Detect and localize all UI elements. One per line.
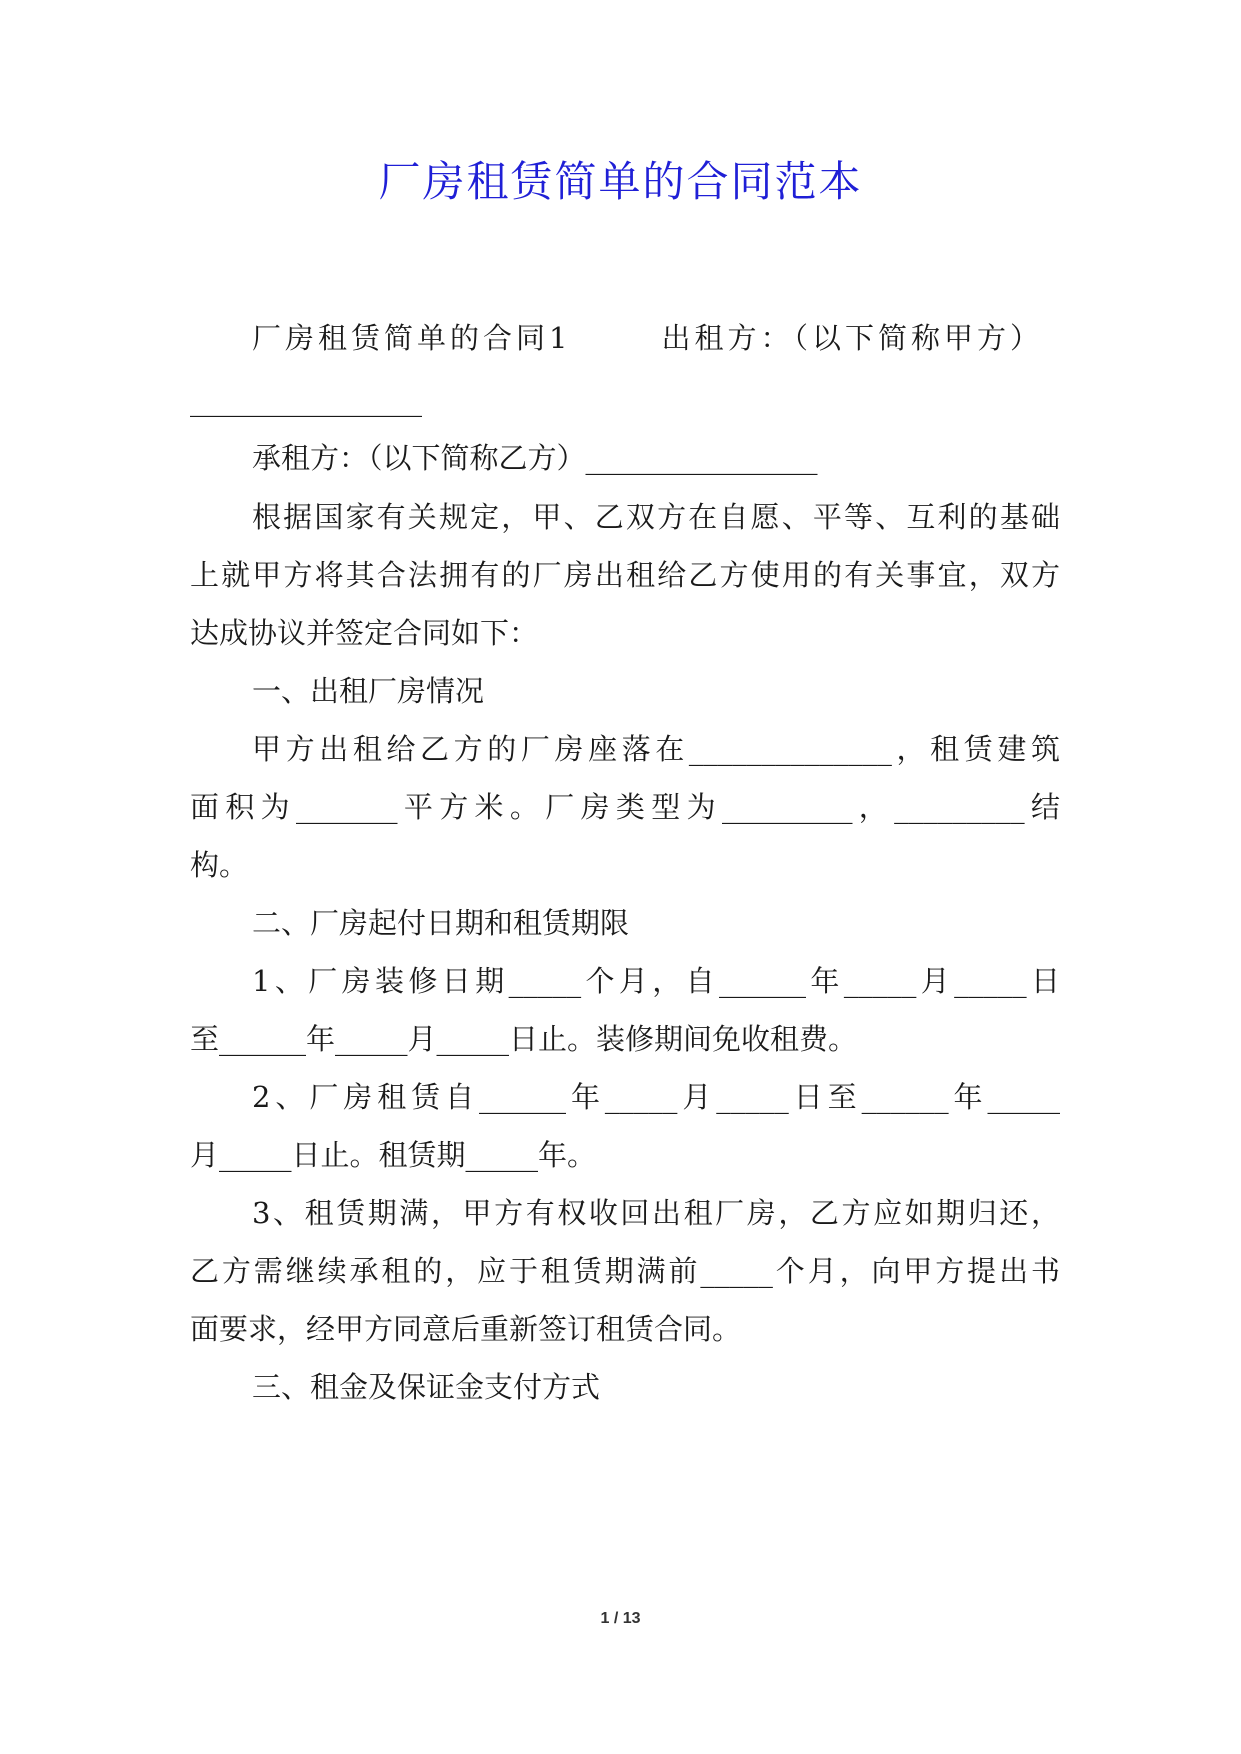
- paragraph-line: 2、厂房租赁自______年_____月_____日至______年_____: [252, 1080, 1060, 1114]
- contract-number-label: 厂房租赁简单的合同1: [252, 321, 572, 355]
- paragraph-line: 月_____日止。租赁期_____年。: [190, 1138, 597, 1172]
- section-heading: 二、厂房起付日期和租赁期限: [252, 906, 630, 940]
- contract-heading-line: [190, 318, 1060, 358]
- paragraph-line: 构。: [190, 848, 249, 882]
- section-heading: 一、出租厂房情况: [252, 674, 485, 708]
- paragraph-line: 甲方出租给乙方的厂房座落在______________，租赁建筑: [252, 732, 1060, 766]
- paragraph-line: 1、厂房装修日期_____个月，自______年_____月_____日: [252, 964, 1060, 998]
- paragraph-line: 3、租赁期满，甲方有权收回出租厂房，乙方应如期归还，: [252, 1196, 1060, 1230]
- page-number: 1 / 13: [600, 1610, 641, 1627]
- paragraph-line: 根据国家有关规定，甲、乙双方在自愿、平等、互利的基础: [252, 500, 1060, 534]
- paragraph-line: 达成协议并签定合同如下：: [190, 616, 539, 650]
- paragraph-line: 至______年_____月_____日止。装修期间免收租费。: [190, 1022, 858, 1056]
- paragraph-line: 面要求，经甲方同意后重新签订租赁合同。: [190, 1312, 742, 1346]
- paragraph-line: 面积为_______平方米。厂房类型为_________，_________结: [190, 790, 1060, 824]
- lessee-line: 承租方：（以下简称乙方）________________: [252, 441, 818, 475]
- lessor-label: 出租方：（以下简称甲方）: [661, 321, 1043, 355]
- paragraph-line: 上就甲方将其合法拥有的厂房出租给乙方使用的有关事宜，双方: [190, 558, 1060, 592]
- paragraph-line: 乙方需继续承租的，应于租赁期满前_____个月，向甲方提出书: [190, 1254, 1060, 1288]
- lessor-blank: ________________: [190, 383, 422, 417]
- document-title: 厂房租赁简单的合同范本: [378, 157, 863, 206]
- section-heading: 三、租金及保证金支付方式: [252, 1370, 601, 1404]
